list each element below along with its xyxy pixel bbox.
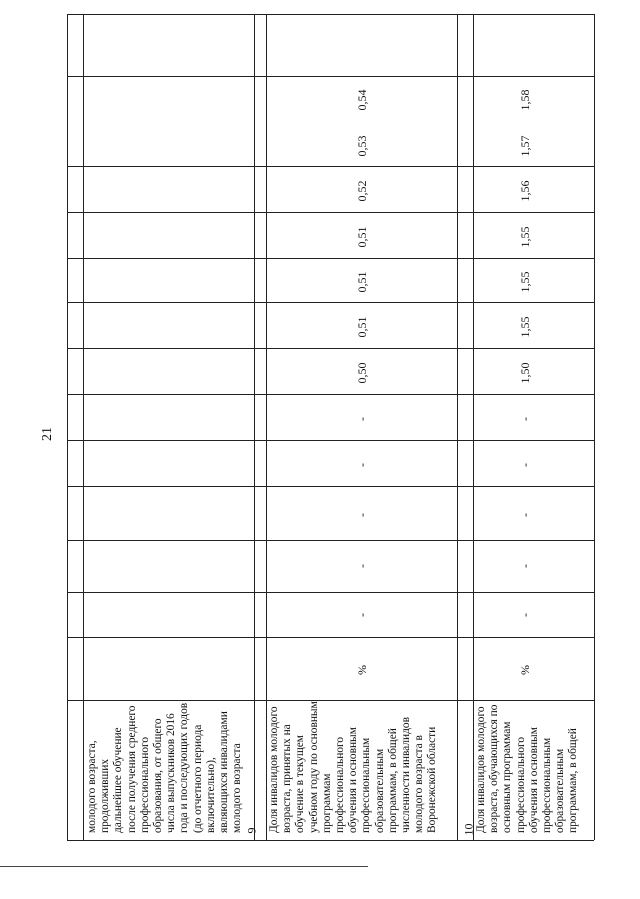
col-line <box>254 14 255 840</box>
value-cell: - <box>355 417 369 421</box>
value-cell: 1,55 <box>518 316 532 338</box>
value-cell: - <box>518 463 532 467</box>
row-line <box>67 540 594 541</box>
indicator-cell-continued <box>86 700 252 840</box>
unit-9: % <box>355 665 369 675</box>
row-line <box>67 840 594 841</box>
value-cell: - <box>355 463 369 467</box>
row-line <box>67 212 594 213</box>
value-cell: - <box>355 613 369 617</box>
value-cell: 1,55 <box>518 271 532 293</box>
indicator-text: Доля инвалидов молодого возраста, принятых на обучение в текущем учебном году по основным программам профессионального обучения и основным профессиональным образовательным программам, в общей численности инвалидов молодого возраста в Воронежской области <box>268 701 439 833</box>
indicator-text: Доля инвалидов молодого возраста, обучающихся по основным программам профессионального обучения и основным профессиональным образовательным программам, в общей <box>475 704 580 833</box>
row-line <box>67 440 594 441</box>
col-line <box>473 14 474 840</box>
col-line <box>83 14 84 840</box>
row-line <box>67 166 594 167</box>
indicator-cell-10 <box>475 700 593 840</box>
value-cell: 1,57 <box>518 135 532 157</box>
value-cell: 0,51 <box>355 226 369 248</box>
table-border-right <box>594 14 595 840</box>
col-line <box>266 14 267 840</box>
row-line <box>67 637 594 638</box>
value-cell: 1,56 <box>518 180 532 202</box>
row-line <box>67 302 594 303</box>
col-line <box>457 14 458 840</box>
value-cell: - <box>355 513 369 517</box>
indicator-cell-9 <box>268 700 456 840</box>
row-line <box>67 76 594 77</box>
value-cell: 0,54 <box>355 89 369 111</box>
row-line <box>67 258 594 259</box>
value-cell: 0,52 <box>355 180 369 202</box>
value-cell: - <box>355 564 369 568</box>
page-number: 21 <box>40 427 55 441</box>
row-number-9: 9 <box>244 827 259 834</box>
bottom-rule <box>0 866 368 867</box>
row-line <box>67 486 594 487</box>
row-line <box>67 394 594 395</box>
table-border-top <box>67 14 594 15</box>
value-cell: 0,51 <box>355 316 369 338</box>
value-cell: - <box>518 417 532 421</box>
value-cell: 1,50 <box>518 362 532 384</box>
value-cell: 0,51 <box>355 271 369 293</box>
value-cell: - <box>518 564 532 568</box>
value-cell: 1,55 <box>518 226 532 248</box>
value-cell: - <box>518 513 532 517</box>
value-cell: 1,58 <box>518 89 532 111</box>
row-line <box>67 592 594 593</box>
table-border-left <box>67 14 68 840</box>
row-number-10: 10 <box>461 823 476 836</box>
value-cell: - <box>518 613 532 617</box>
unit-10: % <box>518 665 532 675</box>
row-line <box>67 348 594 349</box>
value-cell: 0,53 <box>355 135 369 157</box>
indicator-text: молодого возраста, продолживших дальнейшее обучение после получения среднего профессионального образования, от общего числа выпускников 2016 года и последующих годов (до отчетного периода включительно), являющихся инвалидами молодого возраста <box>86 702 244 833</box>
value-cell: 0,50 <box>355 362 369 384</box>
